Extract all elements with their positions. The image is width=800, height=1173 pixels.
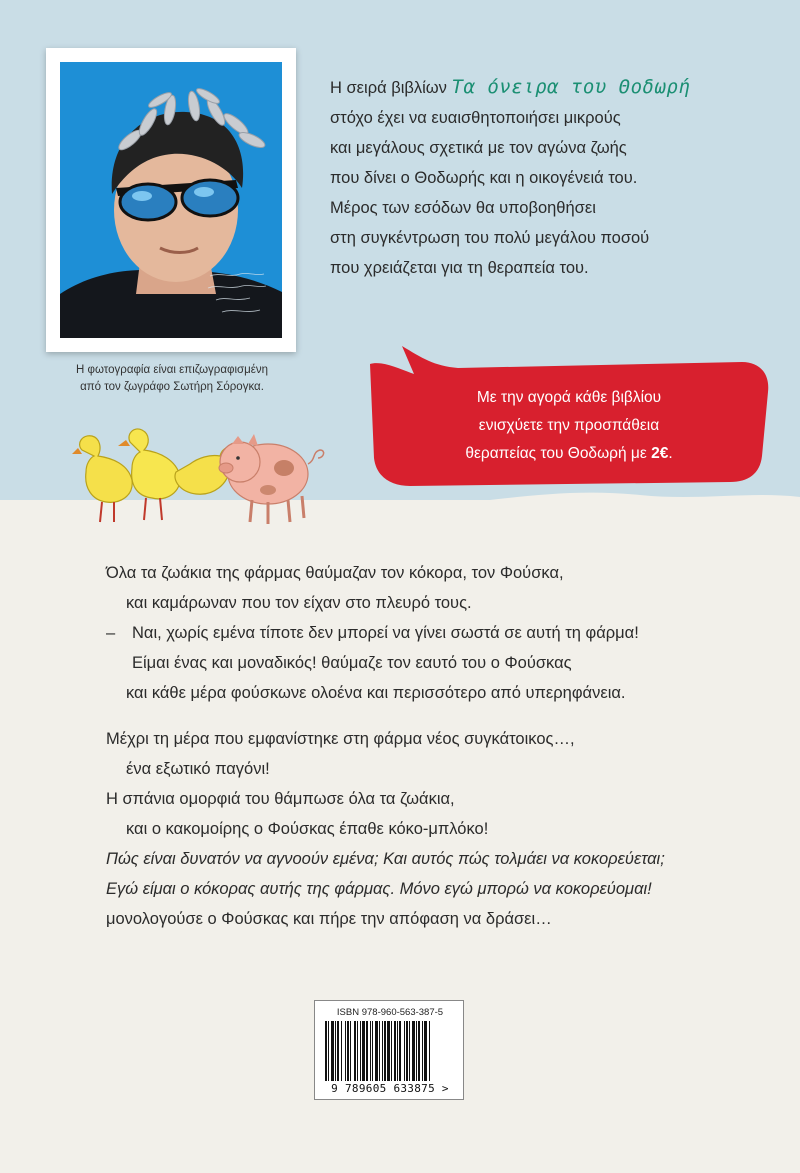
barcode-bar	[399, 1021, 401, 1081]
badge-line-3-period: .	[668, 445, 673, 462]
barcode-bar	[384, 1021, 386, 1081]
series-intro	[330, 72, 780, 283]
story-line: Είμαι ένας και μοναδικός! θαύμαζε τον εαυτό του ο Φούσκας	[132, 654, 572, 672]
barcode-bar	[391, 1021, 392, 1081]
barcode-bar	[387, 1021, 390, 1081]
barcode-bar	[341, 1021, 342, 1081]
intro-line-3: και μεγάλους σχετικά με τον αγώνα ζωής	[330, 139, 627, 157]
barcode-bar	[357, 1021, 358, 1081]
intro-line-7: που χρειάζεται για τη θεραπεία του.	[330, 259, 589, 277]
isbn-digits: 9 789605 633875 >	[331, 1082, 449, 1095]
barcode-bar	[412, 1021, 415, 1081]
portrait-illustration	[60, 62, 282, 338]
story-line: και καμάρωναν που τον είχαν στο πλευρό τους.	[126, 594, 472, 612]
story-line: Μέχρι τη μέρα που εμφανίστηκε στη φάρμα νέος συγκάτοικος…,	[106, 730, 575, 748]
badge-line-3-text: θεραπείας του Θοδωρή με	[465, 445, 647, 462]
barcode-bar	[347, 1021, 349, 1081]
story-line: μονολογούσε ο Φούσκας και πήρε την απόφαση να δράσει…	[106, 910, 552, 928]
barcode-bar	[382, 1021, 383, 1081]
barcode-bar	[325, 1021, 327, 1081]
story-line: και ο κακομοίρης ο Φούσκας έπαθε κόκο-μπλόκο!	[126, 820, 489, 838]
story-line: ένα εξωτικό παγόνι!	[126, 760, 270, 778]
intro-line-5: Μέρος των εσόδων θα υποβοηθήσει	[330, 199, 596, 217]
story-line	[106, 618, 786, 648]
barcode-bar	[337, 1021, 339, 1081]
story-line: Όλα τα ζωάκια της φάρμας θαύμαζαν τον κόκορα, τον Φούσκα,	[106, 564, 564, 582]
childrens-drawing-animals	[72, 410, 342, 530]
barcode-bar	[350, 1021, 351, 1081]
story-line-italic: Εγώ είμαι ο κόκορας αυτής της φάρμας. Μόνο εγώ μπορώ να κοκορεύομαι!	[106, 880, 652, 898]
barcode-bar	[379, 1021, 380, 1081]
intro-line-6: στη συγκέντρωση του πολύ μεγάλου ποσού	[330, 229, 650, 247]
barcode-bar	[429, 1021, 430, 1081]
barcode-bar	[331, 1021, 334, 1081]
badge-amount: 2€	[651, 445, 669, 462]
donation-badge-text	[372, 384, 766, 468]
photo-caption-line-1: Η φωτογραφία είναι επιζωγραφισμένη	[75, 364, 269, 376]
barcode-bar	[409, 1021, 410, 1081]
portrait-photo	[60, 62, 282, 338]
barcode-bars	[323, 1021, 457, 1081]
story-dialogue: Ναι, χωρίς εμένα τίποτε δεν μπορεί να γίνει σωστά σε αυτή τη φάρμα!	[132, 624, 639, 642]
intro-prefix: Η σειρά βιβλίων	[330, 79, 447, 97]
barcode-bar	[424, 1021, 427, 1081]
barcode-bar	[345, 1021, 346, 1081]
story-excerpt	[106, 558, 786, 934]
story-line: Η σπάνια ομορφιά του θάμπωσε όλα τα ζωάκια,	[106, 790, 455, 808]
dialogue-dash: –	[106, 624, 116, 642]
photo-caption	[50, 362, 294, 396]
isbn-label: ISBN 978-960-563-387-5	[336, 1007, 444, 1018]
barcode-bar	[362, 1021, 365, 1081]
duck-drawing	[72, 436, 132, 522]
barcode-bar	[354, 1021, 356, 1081]
pig-drawing	[219, 434, 324, 524]
portrait-photo-frame	[46, 48, 296, 352]
barcode-bar	[360, 1021, 361, 1081]
barcode-bar	[328, 1021, 329, 1081]
barcode-bar	[335, 1021, 336, 1081]
barcode-bar	[416, 1021, 417, 1081]
series-title: Τα όνειρα του Θοδωρή	[451, 76, 691, 98]
badge-line-3	[372, 440, 766, 468]
badge-line-1: Με την αγορά κάθε βιβλίου	[476, 389, 662, 406]
barcode-bar	[397, 1021, 398, 1081]
barcode-bar	[375, 1021, 378, 1081]
story-line-italic: Πώς είναι δυνατόν να αγνοούν εμένα; Και αυτός πώς τολμάει να κοκορεύεται;	[106, 850, 665, 868]
barcode-bar	[406, 1021, 408, 1081]
intro-line-2: στόχο έχει να ευαισθητοποιήσει μικρούς	[330, 109, 621, 127]
barcode-bar	[372, 1021, 373, 1081]
photo-caption-line-2: από τον ζωγράφο Σωτήρη Σόρογκα.	[80, 381, 264, 393]
barcode-bar	[422, 1021, 423, 1081]
barcode-bar	[366, 1021, 368, 1081]
barcode-bar	[394, 1021, 396, 1081]
barcode-bar	[370, 1021, 371, 1081]
barcode-bar	[404, 1021, 405, 1081]
intro-line-1	[330, 72, 780, 103]
barcode-bar	[418, 1021, 420, 1081]
paragraph-gap	[106, 708, 786, 724]
story-line: και κάθε μέρα φούσκωνε ολοένα και περισσότερο από υπερηφάνεια.	[126, 684, 626, 702]
badge-line-2: ενισχύετε την προσπάθεια	[478, 417, 660, 434]
isbn-barcode-box	[314, 1000, 464, 1100]
intro-line-4: που δίνει ο Θοδωρής και η οικογένειά του.	[330, 169, 638, 187]
